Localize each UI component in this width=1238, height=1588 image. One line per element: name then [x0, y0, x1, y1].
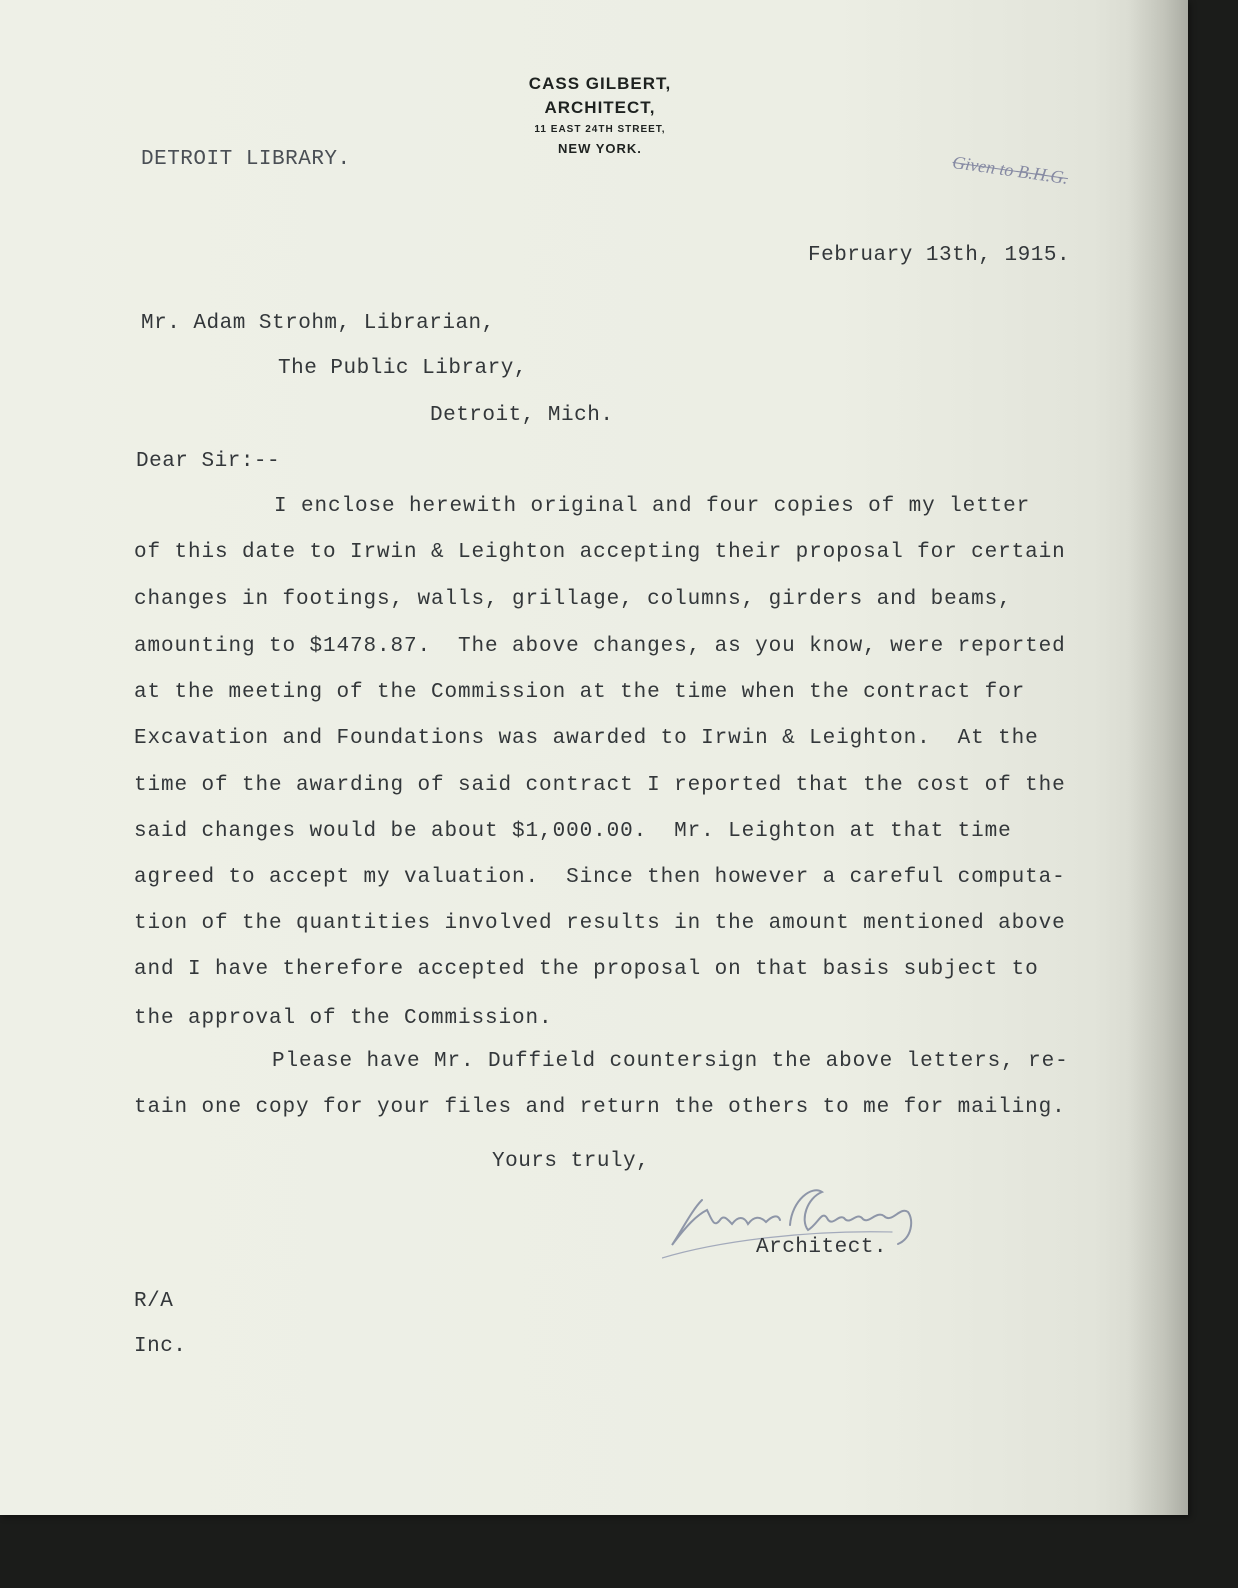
signer-title: Architect.	[756, 1236, 888, 1259]
body-line: amounting to $1478.87. The above changes, as you know, were reported	[134, 635, 1066, 658]
letterhead-city: NEW YORK.	[558, 141, 642, 156]
body-line: tain one copy for your files and return the others to me for mailing.	[134, 1096, 1066, 1119]
body-line: Excavation and Foundations was awarded to Irwin & Leighton. At the	[134, 727, 1039, 750]
salutation: Dear Sir:--	[136, 450, 281, 473]
body-line: at the meeting of the Commission at the time when the contract for	[134, 681, 1026, 704]
body-line: said changes would be about $1,000.00. Mr. Leighton at that time	[134, 820, 1012, 843]
typist-initials: R/A	[134, 1290, 174, 1313]
letterhead	[470, 72, 730, 156]
body-line: agreed to accept my valuation. Since then however a careful computa-	[134, 866, 1066, 889]
file-reference: DETROIT LIBRARY.	[141, 148, 351, 171]
letterhead-street: 11 EAST 24TH STREET,	[534, 124, 666, 135]
letterhead-name: CASS GILBERT,	[528, 74, 672, 93]
recipient-line-3: Detroit, Mich.	[430, 404, 614, 427]
body-line: of this date to Irwin & Leighton accepting their proposal for certain	[134, 541, 1066, 564]
body-line: Please have Mr. Duffield countersign the above letters, re-	[272, 1050, 1069, 1073]
enclosure-note: Inc.	[134, 1335, 187, 1358]
letter-date: February 13th, 1915.	[808, 244, 1071, 267]
recipient-line-2: The Public Library,	[278, 357, 527, 380]
body-line: and I have therefore accepted the proposal on that basis subject to	[134, 958, 1039, 981]
body-line: changes in footings, walls, grillage, columns, girders and beams,	[134, 588, 1012, 611]
body-line: the approval of the Commission.	[134, 1007, 553, 1030]
letterhead-title: ARCHITECT,	[544, 98, 656, 117]
body-line: time of the awarding of said contract I reported that the cost of the	[134, 774, 1066, 797]
body-line: I enclose herewith original and four copies of my letter	[274, 495, 1031, 518]
filing-stamp: Given to B.H.G.	[951, 151, 1070, 189]
page-edge-shadow	[1128, 0, 1188, 1515]
closing: Yours truly,	[492, 1150, 650, 1173]
body-line: tion of the quantities involved results in the amount mentioned above	[134, 912, 1066, 935]
recipient-line-1: Mr. Adam Strohm, Librarian,	[141, 312, 495, 335]
